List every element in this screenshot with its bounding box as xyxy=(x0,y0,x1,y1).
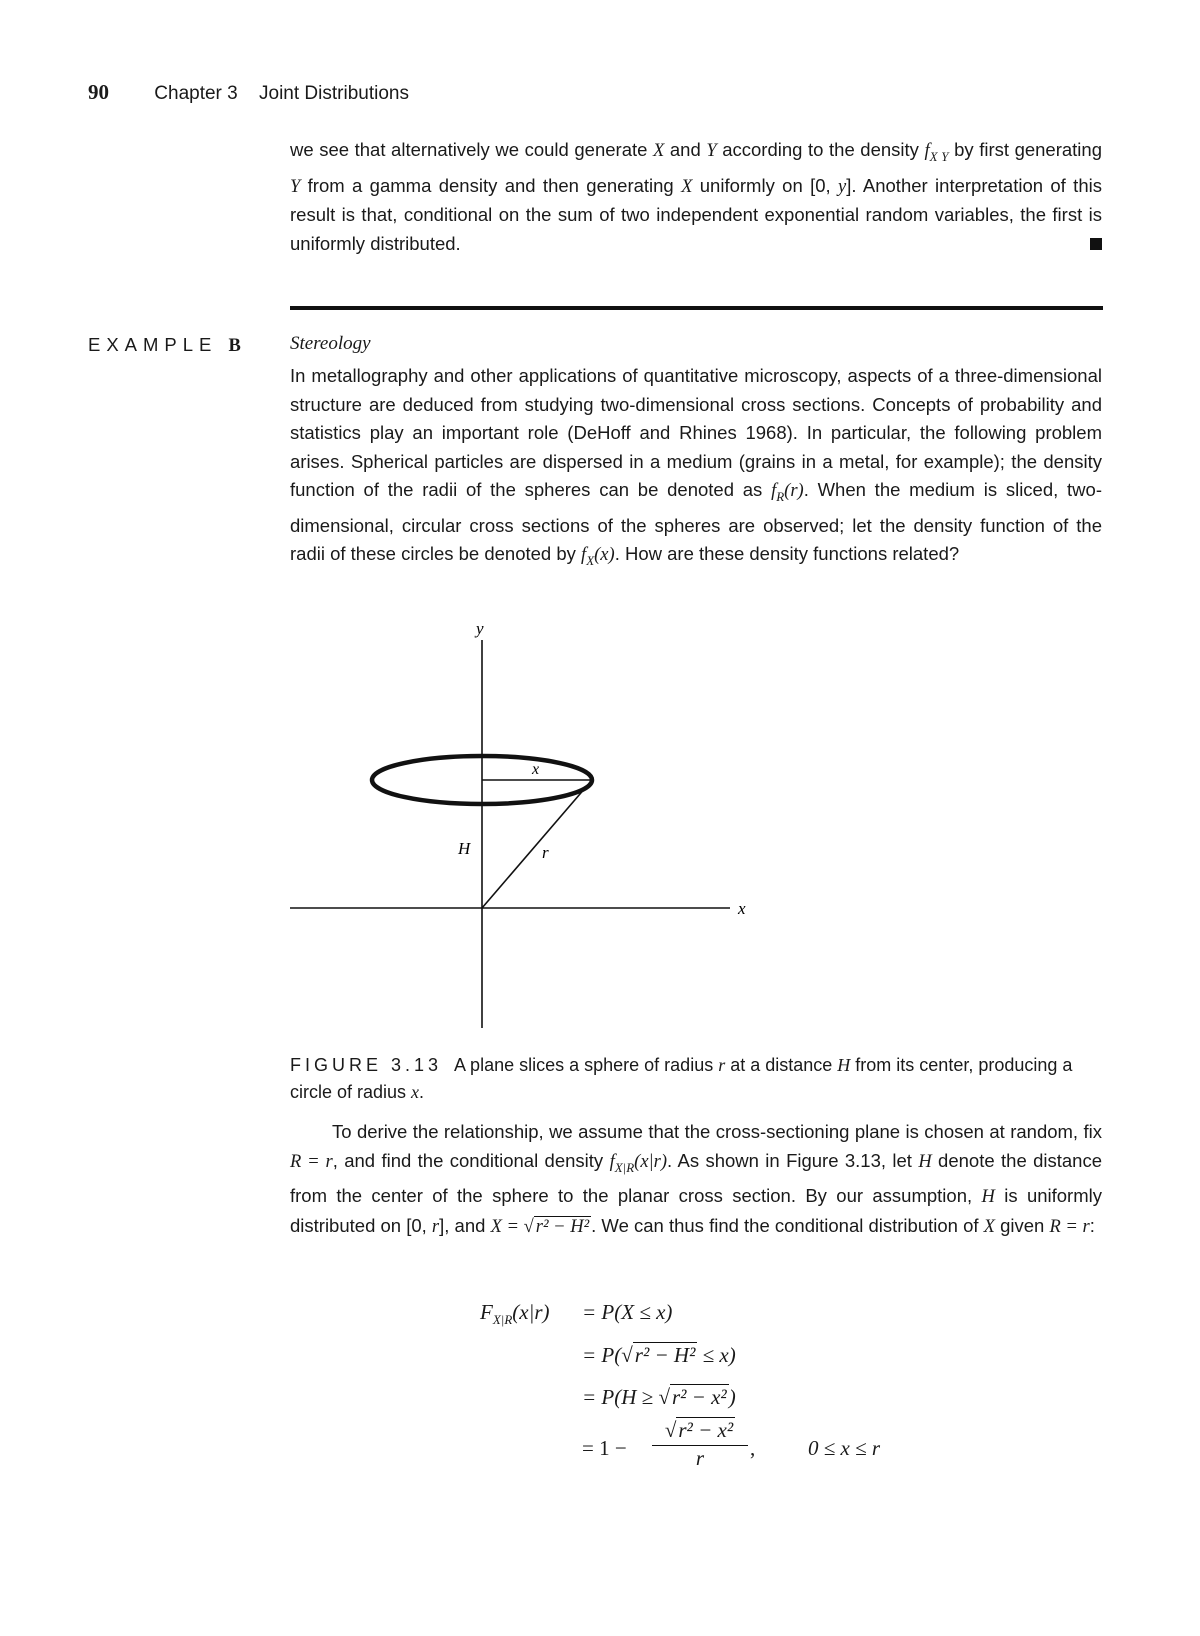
math-var: X xyxy=(983,1216,995,1237)
text: from a gamma density and then generating xyxy=(300,174,682,196)
math-var: f xyxy=(581,545,587,565)
text: according to the density xyxy=(716,139,925,160)
intro-paragraph xyxy=(290,136,1102,258)
radius-x-label: x xyxy=(532,761,540,778)
fraction-denominator: r xyxy=(652,1445,748,1471)
math-arg: (r) xyxy=(784,481,804,501)
math-subscript: R xyxy=(776,489,785,504)
math-var: Y xyxy=(290,176,301,197)
math-subscript: X Y xyxy=(929,149,949,164)
text: uniformly on [0, xyxy=(692,174,839,196)
math-expr: R = r xyxy=(290,1151,333,1172)
running-header xyxy=(88,80,409,105)
text: and xyxy=(664,139,707,160)
math-var: y xyxy=(838,176,847,197)
figure-label: FIGURE 3.13 xyxy=(290,1055,443,1075)
text: ], and xyxy=(439,1214,491,1236)
math-text: ) xyxy=(728,1385,736,1409)
math-sqrt: r² − x² xyxy=(671,1385,727,1409)
figure-caption xyxy=(290,1052,1102,1106)
equation-line-4-prefix: = 1 − xyxy=(582,1436,627,1460)
derivation-paragraph: To derive the relationship, we assume that the cross-sectioning plane is chosen at random, fix R = r, and find the conditional density $f_{X|R}(x|r)$. As shown in Figure 3.13, let H denote the distance from the center of the sphere to the planar cross section. By our assumption, H is uniformly distributed on [0, r], and X = √ r² − H² . We can thus find the conditional distribution of X given R = r: xyxy=(290,1121,1103,1237)
text: : xyxy=(1089,1214,1095,1236)
section-divider xyxy=(290,306,1103,310)
text: To derive the relationship, we assume that the cross-sectioning plane is chosen at random, fix xyxy=(332,1121,1102,1142)
math-var: f xyxy=(771,481,777,501)
math-text: = P( xyxy=(582,1343,622,1367)
math-sqrt: r² − x² xyxy=(678,1418,734,1442)
example-word: EXAMPLE xyxy=(88,334,218,355)
text: denote the distance from the center of the sphere to the planar cross section. By our assumption, xyxy=(290,1149,1103,1206)
example-title: Stereology xyxy=(290,333,371,354)
text: . xyxy=(419,1082,425,1102)
text: given xyxy=(994,1214,1050,1236)
math-subscript: X|R xyxy=(492,1312,513,1327)
math-var: Y xyxy=(706,141,717,161)
math-var: f xyxy=(609,1151,615,1172)
math-subscript: X xyxy=(586,553,595,568)
math-var: H xyxy=(918,1151,932,1172)
math-subscript: X|R xyxy=(614,1159,635,1175)
math-text: ≤ x) xyxy=(697,1343,736,1367)
equation-line-4-fraction xyxy=(652,1418,748,1471)
text: . When the medium is sliced, two-dimensional, circular cross sections of the spheres are observed; let the density function of the radii of these circles be denoted by xyxy=(290,479,1102,564)
equation-line-3: = P(H ≥ √r² − x²) xyxy=(582,1385,736,1409)
math-var: x xyxy=(411,1082,420,1102)
text: . As shown in Figure 3.13, let xyxy=(667,1149,919,1171)
text: , and find the conditional density xyxy=(332,1149,610,1171)
math-sqrt: r² − H² xyxy=(535,1216,590,1237)
math-var: r xyxy=(431,1216,440,1237)
math-expr: X = xyxy=(490,1216,524,1237)
x-axis-label: x xyxy=(738,899,746,918)
equation-line-2: = P(√r² − H² ≤ x) xyxy=(582,1343,736,1367)
math-var: f xyxy=(924,141,930,161)
text: is uniformly distributed on [0, xyxy=(290,1185,1102,1236)
equation-comma: , xyxy=(750,1436,756,1460)
chapter-number: Chapter 3 xyxy=(154,83,238,104)
math-var: X xyxy=(681,176,693,197)
text: A plane slices a sphere of radius xyxy=(454,1055,719,1075)
math-var: X xyxy=(653,141,665,161)
math-arg: (x|r) xyxy=(634,1151,667,1172)
math-var: H xyxy=(837,1055,851,1075)
example-body xyxy=(290,362,1102,576)
text: ]. Another interpretation of this result is that, conditional on the sum of two independent exponential random variables, the first is uniformly distributed. xyxy=(290,174,1102,254)
equation-line-1: = P(X ≤ x) xyxy=(582,1300,673,1324)
text: In metallography and other applications of quantitative microscopy, aspects of a three-dimensional structure are deduced from studying two-dimensional cross sections. Concepts of probability and statistics play an important role (DeHoff and Rhines 1968). In particular, the following problem arises. Spherical particles are dispersed in a medium (grains in a metal, for example); the density function of the radii of the spheres can be denoted as xyxy=(290,365,1102,500)
equation-lhs xyxy=(480,1300,550,1328)
example-label xyxy=(88,334,241,357)
sphere-slice-figure xyxy=(280,620,760,1030)
text: from its center, producing a circle of radius xyxy=(290,1055,1073,1102)
math-sqrt: r² − H² xyxy=(634,1343,696,1367)
math-text: = P(H ≥ xyxy=(582,1385,659,1409)
math-arg: (x) xyxy=(594,545,615,565)
equation-range: 0 ≤ x ≤ r xyxy=(808,1436,881,1460)
distance-H-label: H xyxy=(458,839,471,858)
fraction-numerator: √r² − x² xyxy=(664,1418,734,1442)
chapter-title: Joint Distributions xyxy=(259,83,409,104)
example-letter: B xyxy=(228,336,241,356)
math-var: r xyxy=(718,1055,726,1075)
math-var: F xyxy=(480,1300,493,1324)
text: at a distance xyxy=(725,1055,838,1075)
end-of-proof-icon xyxy=(1090,238,1102,250)
text: . We can thus find the conditional distribution of xyxy=(591,1214,984,1236)
text: by first generating xyxy=(948,139,1102,160)
page-number: 90 xyxy=(88,80,109,104)
text: we see that alternatively we could generate xyxy=(290,139,653,160)
math-arg: (x|r) xyxy=(512,1300,550,1324)
text: . How are these density functions related? xyxy=(614,543,960,564)
radius-r-label: r xyxy=(542,843,549,862)
math-var: H xyxy=(981,1187,995,1207)
math-expr: R = r xyxy=(1049,1216,1090,1237)
y-axis-label: y xyxy=(476,620,484,638)
